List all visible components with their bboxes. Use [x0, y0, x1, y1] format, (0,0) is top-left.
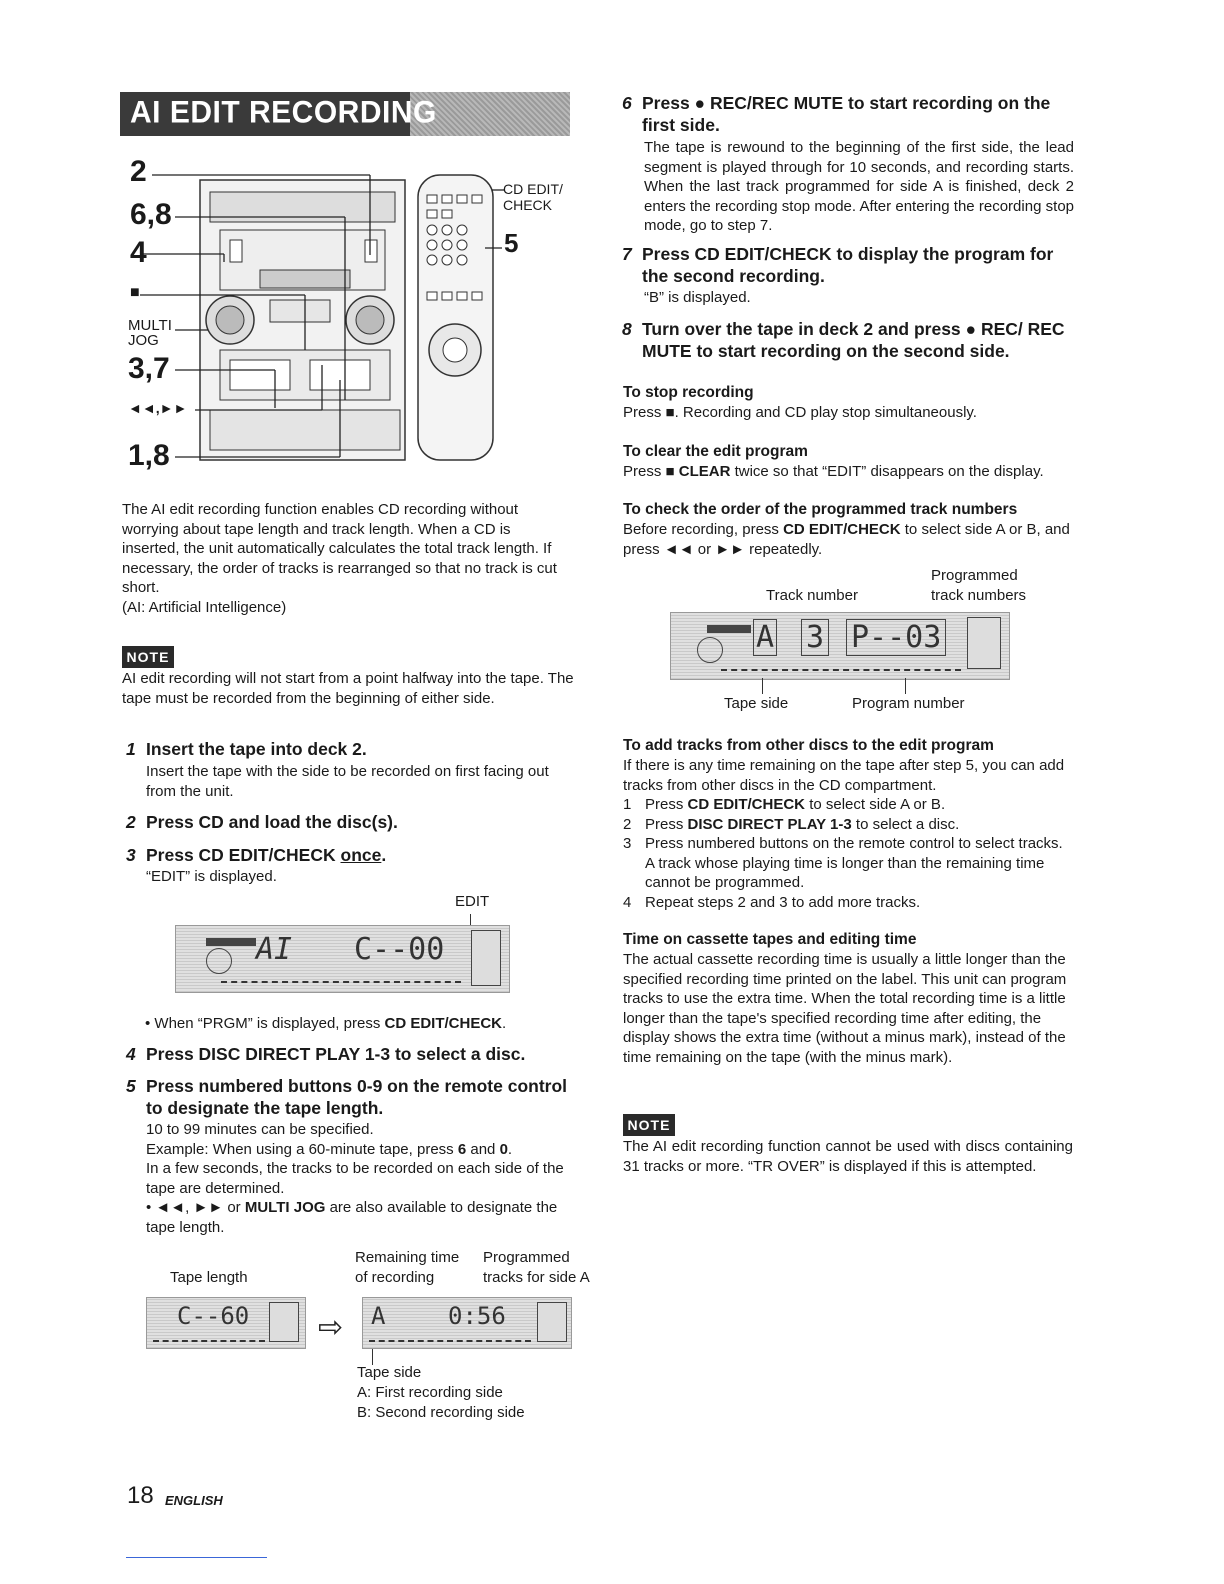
- clear-program-section: To clear the edit program Press ■ CLEAR twice so that “EDIT” disappears on the display.: [623, 442, 1078, 482]
- lcd1-chars: C--60: [177, 1302, 250, 1330]
- callout-2: 2: [130, 155, 147, 188]
- callout-4: 4: [130, 236, 147, 269]
- add-tracks-section: [623, 736, 1075, 912]
- callout-1-8: 1,8: [128, 439, 170, 472]
- edit-lcd: [175, 925, 510, 993]
- step5-line4: • ◄◄, ►► or MULTI JOG are also available to designate the tape length.: [146, 1199, 558, 1236]
- tape-length-lcd: [146, 1297, 306, 1349]
- list-item: 2 Press DISC DIRECT PLAY 1-3 to select a disc.: [623, 815, 960, 833]
- remote-label-1: CD EDIT/: [503, 181, 563, 197]
- callout-3-7: 3,7: [128, 352, 170, 385]
- footer-rule: [126, 1557, 267, 1558]
- step-title-post: .: [381, 845, 387, 865]
- order-lcd: [670, 612, 1010, 680]
- section-heading: Time on cassette tapes and editing time: [623, 931, 917, 948]
- callout-multi: MULTI: [128, 317, 172, 334]
- track-box: [967, 617, 1001, 669]
- side-b-label: B: Second recording side: [357, 1404, 525, 1421]
- step-title: Turn over the tape in deck 2 and press ● REC/ REC MUTE to start recording on the second side.: [642, 319, 1065, 361]
- step-body: The tape is rewound to the beginning of the first side, the lead segment is played through for 10 seconds, and recording starts. When the last track programmed for side A is finished, deck 2 enters the recording stop mode. After entering the recording stop mode, go to step 7.: [644, 139, 1074, 234]
- prgm-note: • When “PRGM” is displayed, press CD EDIT/CHECK.: [145, 1015, 507, 1032]
- step-1: [126, 738, 581, 801]
- note-badge: NOTE: [623, 1114, 675, 1136]
- step5-line2: Example: When using a 60-minute tape, press 6 and 0.: [146, 1140, 513, 1158]
- callout-stop: ■: [130, 284, 140, 301]
- device-diagram: [120, 150, 580, 490]
- step-6: [622, 92, 1074, 236]
- disc-circles-icon: [206, 948, 232, 974]
- step-number: 4: [126, 1044, 136, 1064]
- tape-side-label: Tape side: [724, 695, 789, 712]
- step-title: Insert the tape into deck 2.: [146, 739, 367, 759]
- edit-indicator-box: [471, 930, 501, 986]
- section-heading: To check the order of the programmed track numbers: [623, 501, 1018, 518]
- remote-callout-5: 5: [504, 228, 519, 258]
- lcd2-side: A: [371, 1302, 386, 1330]
- step-5: [126, 1075, 581, 1237]
- remote-label-2: CHECK: [503, 197, 553, 213]
- section-heading: To add tracks from other discs to the edit program: [623, 737, 994, 754]
- side-a-label: A: First recording side: [357, 1384, 503, 1401]
- programmed-label-1: Programmed: [483, 1249, 570, 1266]
- step-title: Press ● REC/REC MUTE to start recording on the first side.: [642, 93, 1051, 135]
- tape-side-label: Tape side: [357, 1364, 422, 1381]
- note-text: AI edit recording will not start from a point halfway into the tape. The tape must be recorded from the beginning of either side.: [122, 670, 574, 707]
- intro-text: The AI edit recording function enables CD recording without worrying about tape length and track length. When a CD is inserted, the unit automatically calculates the total track length. If necessary, the order of tracks is rearranged so that no track is cut short. (AI: Artificial Intelligence): [122, 501, 557, 616]
- tape-length-label: Tape length: [170, 1269, 248, 1286]
- remaining-label-1: Remaining time: [355, 1249, 460, 1266]
- step-title: Press CD and load the disc(s).: [146, 812, 398, 832]
- step-8: [622, 318, 1074, 362]
- section-heading: To stop recording: [623, 384, 754, 401]
- track-number-label: Track number: [766, 587, 858, 604]
- lcd-dash-line: [721, 669, 961, 671]
- programmed-tracks-label-1: Programmed: [931, 567, 1018, 584]
- lcd-left-chars: AI: [256, 932, 293, 967]
- step5-line3: In a few seconds, the tracks to be recorded on each side of the tape are determined.: [146, 1160, 564, 1197]
- step-title-pre: Press CD EDIT/CHECK: [146, 845, 341, 865]
- pointer-tape-side: [762, 678, 763, 694]
- step-title-underlined: once: [340, 845, 382, 865]
- step5-line1: 10 to 99 minutes can be specified.: [146, 1121, 374, 1138]
- page-title: AI EDIT RECORDING: [130, 95, 437, 130]
- step-number: 6: [622, 93, 632, 113]
- step-number: 3: [126, 845, 136, 865]
- step-body: “EDIT” is displayed.: [146, 868, 277, 885]
- step-title: Press DISC DIRECT PLAY 1-3 to select a disc.: [146, 1044, 526, 1064]
- disc-circles-icon: [697, 637, 723, 663]
- step-title: Press CD EDIT/CHECK to display the program for the second recording.: [642, 244, 1054, 286]
- tape-indicator-icon: [206, 938, 256, 946]
- step-2: [126, 811, 581, 833]
- list-item: 3 Press numbered buttons on the remote control to select tracks. A track whose playing time is longer than the remaining time cannot be programmed.: [623, 835, 1063, 891]
- pointer-program-number: [905, 678, 906, 694]
- step-7: [622, 243, 1074, 308]
- lcd-right-chars: C--00: [354, 932, 445, 967]
- callout-skip: ◄◄,►►: [128, 400, 188, 416]
- lcd1-dash-line: [153, 1340, 265, 1342]
- section-heading: To clear the edit program: [623, 443, 808, 460]
- step-number: 1: [126, 739, 136, 759]
- stop-recording-section: To stop recording Press ■. Recording and CD play stop simultaneously.: [623, 383, 1075, 423]
- step-number: 7: [622, 244, 632, 264]
- list-item: 4 Repeat steps 2 and 3 to add more tracks.: [623, 893, 921, 911]
- step-number: 5: [126, 1076, 136, 1096]
- page-number: 18: [127, 1482, 154, 1509]
- callout-jog: JOG: [128, 332, 159, 349]
- check-order-section: To check the order of the programmed track numbers Before recording, press CD EDIT/CHECK to select side A or B, and press ◄◄ or ►► repeatedly.: [623, 500, 1075, 559]
- note-badge: NOTE: [122, 646, 174, 668]
- step-number: 8: [622, 319, 632, 339]
- lcd2-dash-line: [369, 1340, 531, 1342]
- time-cassette-section: [623, 930, 1075, 1067]
- step-body: “B” is displayed.: [644, 289, 751, 306]
- remaining-lcd: [362, 1297, 572, 1349]
- step-body: Insert the tape with the side to be recorded on first facing out from the unit.: [146, 763, 549, 800]
- step-3: [126, 844, 581, 887]
- tape-indicator-icon: [707, 625, 751, 633]
- remaining-label-2: of recording: [355, 1269, 435, 1286]
- step-4: [126, 1043, 586, 1065]
- list-item: 1 Press CD EDIT/CHECK to select side A or B.: [623, 796, 946, 813]
- arrow-right-icon: ⇨: [318, 1311, 344, 1344]
- callout-6-8: 6,8: [130, 198, 172, 231]
- note-text: The AI edit recording function cannot be used with discs containing 31 tracks or more. “TR OVER” is displayed if this is attempted.: [623, 1138, 1073, 1175]
- step-number: 2: [126, 812, 136, 832]
- step-title: Press numbered buttons 0-9 on the remote control to designate the tape length.: [146, 1076, 568, 1118]
- lcd-dash-line: [221, 981, 461, 983]
- lcd-track-char: 3: [801, 619, 829, 656]
- lcd1-box: [269, 1302, 299, 1342]
- lcd2-time: 0:56: [448, 1302, 506, 1330]
- programmed-tracks-label-2: track numbers: [931, 587, 1027, 604]
- page-language: ENGLISH: [165, 1493, 223, 1508]
- lcd-program-chars: P--03: [846, 619, 946, 656]
- lcd2-box: [537, 1302, 567, 1342]
- edit-label: EDIT: [455, 893, 490, 910]
- section-body: The actual cassette recording time is usually a little longer than the specified recording time printed on the label. This unit can program tracks to use the extra time. When the total recording time is a little longer than the tape's specified recording time after editing, the display shows the extra time (without a minus mark), instead of the time remaining on the tape (with the minus mark).: [623, 951, 1067, 1066]
- lcd-side-char: A: [753, 619, 777, 656]
- programmed-label-2: tracks for side A: [483, 1269, 590, 1286]
- section-intro: If there is any time remaining on the tape after step 5, you can add tracks from other discs in the CD compartment.: [623, 757, 1065, 794]
- program-number-label: Program number: [852, 695, 965, 712]
